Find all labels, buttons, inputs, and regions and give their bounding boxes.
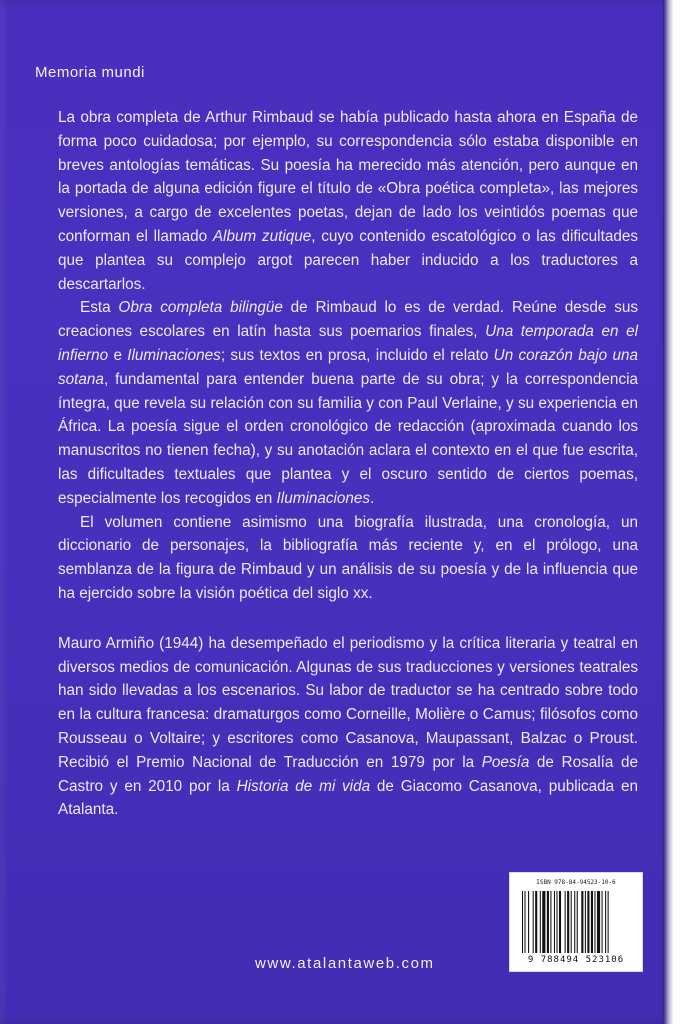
paragraph-1 [58,106,638,296]
bio-text: de Giacomo Casanova, publicada en Atalanta. [58,777,638,819]
p1-text: La obra completa de Arthur Rimbaud se había publicado hasta ahora en España de forma poco cuidadosa; por ejemplo, su correspondencia sólo estaba disponible en breves antologías temáticas. Su poesía ha merecido más atención, pero aunque en la portada de alguna edición figure el título de «Obra poética completa», las mejores versiones, a cargo de excelentes poetas, dejan de lado los veintidós poemas que conforman el llamado [58,109,638,245]
bio-text: de Rosalía de Castro y en 2010 por la [58,753,638,795]
barcode-bars [520,891,632,953]
ean-number: 9 788494 523106 [527,955,625,965]
paragraph-3: El volumen contiene asimismo una biografía ilustrada, una cronología, un diccionario de personajes, la bibliografía más reciente y, en el prólogo, una semblanza de la figura de Rimbaud y un análisis de su poesía y de la influencia que ha ejercido sobre la visión poética del siglo xx. [58,513,638,602]
author-bio [58,632,638,822]
p2-italic: Iluminaciones [276,489,371,507]
p2-text: , fundamental para entender buena parte de su obra; y la correspondencia íntegra, que revela su relación con su familia y con Paul Verlaine, y su experiencia en África. La poesía sigue el orden cronológico de redacción (aproximada cuando los manuscritos no tienen fecha), y su anotación aclara el contexto en el que fue escrita, las dificultades textuales que plantea y el oscuro sentido de ciertos poemas, especialmente los recogidos en [58,370,638,507]
page-edge [663,0,673,1024]
p2-text: e [108,346,128,364]
barcode [509,872,643,972]
blurb [58,106,638,822]
p2-text: Esta [80,299,119,317]
series-title: Memoria mundi [35,64,145,81]
bio-italic: Historia de mi vida [236,777,371,795]
isbn-label: ISBN 978-84-94523-10-6 [536,879,616,886]
p2-text: ; sus textos en prosa, incluido el relato [220,346,494,364]
website-url: www.atalantaweb.com [255,955,435,972]
p2-text: de Rimbaud lo es de verdad. Reúne desde sus creaciones escolares en latín hasta sus poemarios finales, [58,299,639,341]
p2-text: . [370,489,375,507]
bio-text: Mauro Armiño (1944) ha desempeñado el periodismo y la crítica literaria y teatral en diversos medios de comunicación. Algunas de sus traducciones y versiones teatrales han sido llevadas a los escenarios. Su labor de traductor se ha centrado sobre todo en la cultura francesa: dramaturgos como Corneille, Molière o Camus; filósofos como Rousseau o Voltaire; y escritores como Casanova, Maupassant, Balzac o Proust. Recibió el Premio Nacional de Traducción en 1979 por la [58,634,638,771]
p1-text: , cuyo contenido escatológico o las dificultades que plantea su complejo argot parecen haber inducido a los traductores a descartarlos. [58,227,638,293]
p2-italic: Iluminaciones [127,346,221,364]
bio-italic: Poesía [481,753,530,771]
p1-italic: Album zutique [212,227,312,245]
p2-italic: Un corazón bajo una sotana [58,346,638,388]
p2-italic: Obra completa bilingüe [118,299,283,317]
p2-italic: Una temporada en el infierno [58,323,638,364]
paragraph-2 [58,296,638,510]
